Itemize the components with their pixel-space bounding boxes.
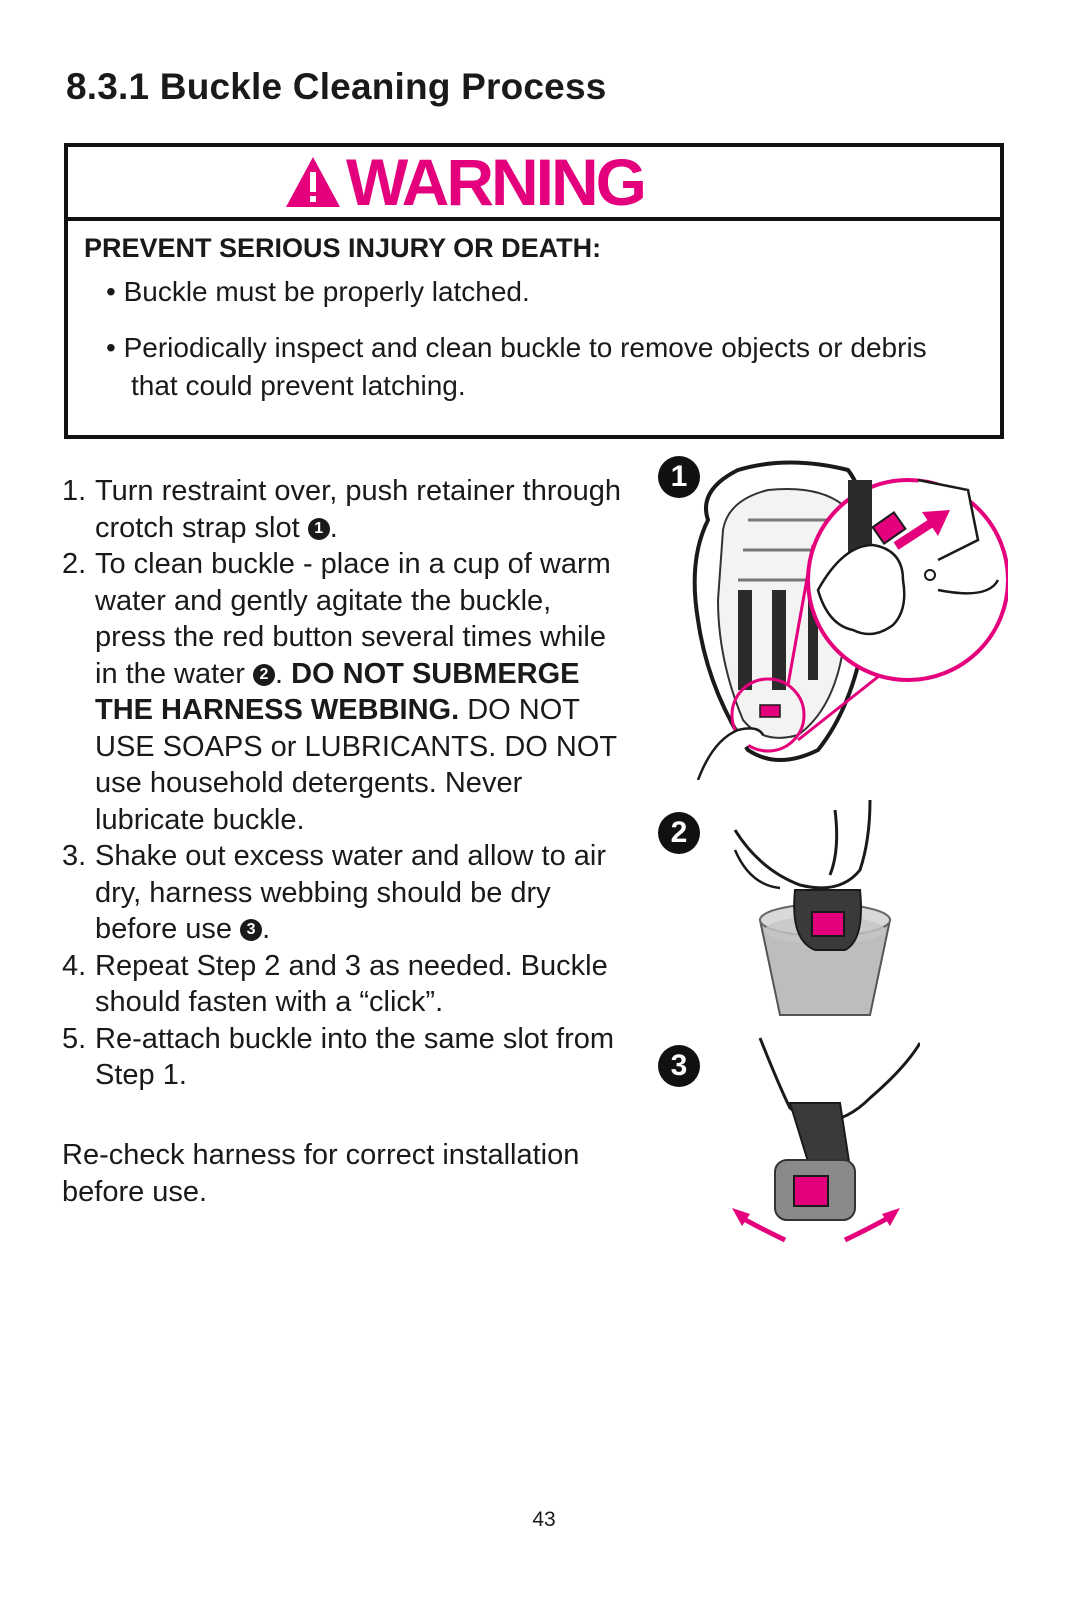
cleaning-steps [62,473,622,1094]
step-text: Shake out excess water and allow to air dry, harness webbing should be dry before use [95,840,606,945]
warning-bullet [106,329,986,405]
buckle-in-water-illustration [720,790,920,1020]
step-text-end: . [329,511,338,544]
figure-1-badge: 1 [658,456,700,498]
figure-ref-badge: 3 [240,919,262,941]
step-number: 5. [62,1022,87,1055]
warning-title [284,145,644,219]
step-text-mid: . [274,657,292,690]
step-item [62,838,622,948]
warning-box [64,143,1004,439]
figure-2-badge: 2 [658,812,700,854]
warning-bullet-line: • Periodically inspect and clean buckle to remove objects or debris [106,332,927,363]
buckle-shake-illustration [720,1028,920,1248]
warning-subtitle: PREVENT SERIOUS INJURY OR DEATH: [84,233,602,263]
step-number: 2. [62,548,87,580]
step-text: To clean buckle - place in a cup of warm water and gently agitate the buckle, press the red button several times while in the water [95,548,611,690]
step-text-end: . [262,913,271,945]
step-text: Re-attach buckle into the same slot from Step 1. [95,1022,615,1091]
figure-ref-badge: 1 [308,518,330,540]
step-number: 4. [62,949,87,982]
warning-bullet: • Buckle must be properly latched. [106,276,530,307]
step-text: Repeat Step 2 and 3 as needed. Buckle should fasten with a “click”. [95,949,608,1018]
warning-header [68,147,1000,221]
figure-ref-badge: 2 [253,664,275,686]
step-text-end: DO NOT USE SOAPS or LUBRICANTS. DO NOT use household detergents. Never lubricate buckle. [95,694,617,836]
warning-word: WARNING [346,145,644,219]
step-text: Turn restraint over, push retainer through crotch strap slot [95,475,622,544]
warning-bullet-line: that could prevent latching. [131,370,466,401]
car-seat-underside-illustration [668,450,1008,780]
step-warning-text: DO NOT SUBMERGE THE HARNESS WEBBING. [95,657,580,726]
warning-triangle-icon [284,154,342,210]
step-item [62,473,622,546]
page-number: 43 [532,1508,556,1531]
step-number: 3. [62,840,87,872]
step-number: 1. [62,475,87,507]
recheck-note: Re-check harness for correct installation before use. [62,1139,580,1208]
step-item [62,1021,622,1094]
section-heading: 8.3.1 Buckle Cleaning Process [66,66,607,107]
step-item [62,948,622,1021]
step-item [62,546,622,838]
figure-3-badge: 3 [658,1045,700,1087]
